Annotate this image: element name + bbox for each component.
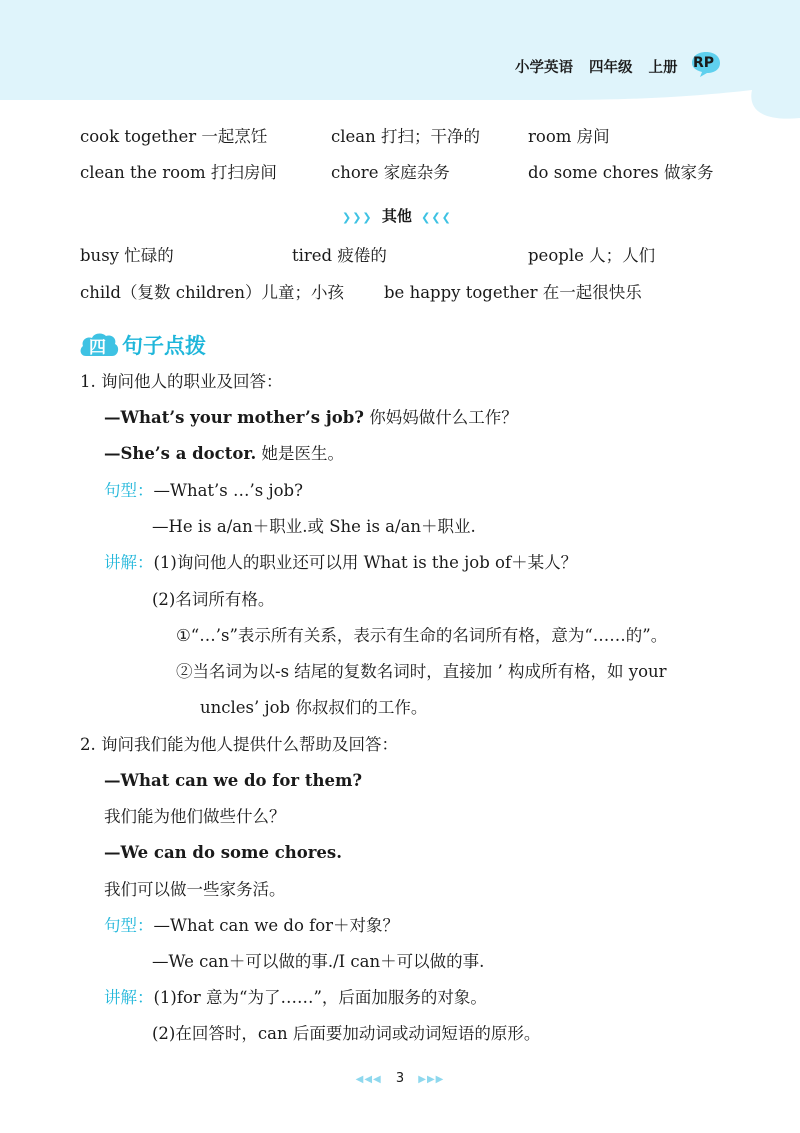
pattern-label: 句型： [104,916,154,935]
other-section-title: 其他 [381,207,412,225]
other-section-divider [342,205,467,229]
chevron-right-icon: ▶▶▶ [418,1074,445,1085]
chevron-right-icon: ❯❯❯ [342,211,373,224]
explain-text: (2)名词所有格。 [152,590,275,609]
vocab-item: cook together 一起烹饪 [80,127,268,146]
example-question-cn: 我们能为他们做些什么？ [104,807,286,826]
vocab-item: do some chores 做家务 [528,163,714,182]
edition-label: RP [693,55,715,71]
explain-label: 讲解： [104,988,154,1007]
example-answer-cn: 她是医生。 [256,444,345,463]
page-number: 3 [395,1071,405,1086]
explain-line [104,986,487,1010]
explain-text: (1)询问他人的职业还可以用 What is the job of＋某人？ [153,553,578,572]
explain-label: 讲解： [104,553,154,572]
example-question-en: —What’s your mother’s job? [104,408,364,427]
chevron-left-icon: ◀◀◀ [355,1074,382,1085]
vocab-item: chore 家庭杂务 [331,163,450,182]
vocab-item: room 房间 [528,127,610,146]
explain-text: uncles’ job 你叔叔们的工作。 [200,698,428,717]
pattern-text: —What’s …’s job? [153,481,303,500]
vocab-item: busy 忙碌的 [80,246,174,265]
edition-badge [690,50,722,78]
vocab-item: people 人；人们 [528,246,656,265]
pattern-text: —What can we do for＋对象？ [153,916,400,935]
explain-text: ②当名词为以-s 结尾的复数名词时，直接加 ’ 构成所有格，如 your [176,662,667,681]
chevron-left-icon: ❮❮❮ [421,211,452,224]
vocab-item: child（复数 children）儿童；小孩 [80,283,344,302]
pattern-text: —He is a/an＋职业.或 She is a/an＋职业. [152,517,476,536]
page-footer [340,1071,460,1093]
section-number: 四 [89,338,106,358]
explain-text: (1)for 意为“为了……”，后面加服务的对象。 [153,988,487,1007]
example-question-cn: 你妈妈做什么工作？ [363,408,518,427]
header-subject: 小学英语 [515,60,573,76]
example-answer-en: —We can do some chores. [104,843,342,862]
explain-text: (2)在回答时，can 后面要加动词或动词短语的原形。 [152,1024,541,1043]
section-number-badge [78,330,120,358]
vocab-item: be happy together 在一起很快乐 [384,283,642,302]
header-title [515,56,694,77]
section-title: 句子点拨 [122,334,206,358]
example-question [104,406,518,430]
example-answer [104,442,344,466]
vocab-item: clean 打扫；干净的 [331,127,480,146]
pattern-text: —We can＋可以做的事./I can＋可以做的事. [152,952,485,971]
example-question-en: —What can we do for them? [104,771,363,790]
example-answer-cn: 我们可以做一些家务活。 [104,880,286,899]
pattern-line [104,479,303,503]
explain-line [104,551,577,575]
point-heading: 2. 询问我们能为他人提供什么帮助及回答： [80,735,398,754]
header-grade: 四年级 [589,60,633,76]
header-volume: 上册 [648,60,678,76]
pattern-line [104,914,399,938]
point-heading: 1. 询问他人的职业及回答： [80,372,283,391]
vocab-item: clean the room 打扫房间 [80,163,277,182]
explain-text: ①“…’s”表示所有关系，表示有生命的名词所有格，意为“……的”。 [176,626,668,645]
example-answer-en: —She’s a doctor. [104,444,257,463]
pattern-label: 句型： [104,481,154,500]
vocab-item: tired 疲倦的 [292,246,387,265]
